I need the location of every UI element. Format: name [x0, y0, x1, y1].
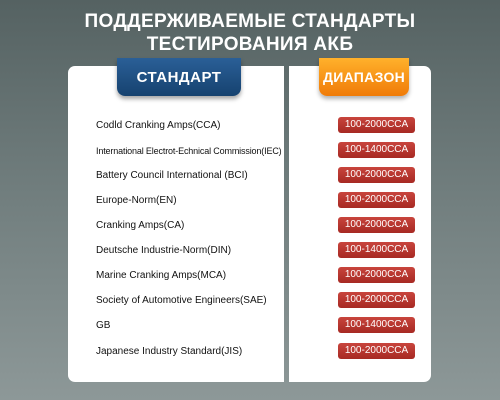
- standard-name: Codld Cranking Amps(CCA): [96, 120, 221, 131]
- standard-name: GB: [96, 320, 111, 331]
- standard-name: Japanese Industry Standard(JIS): [96, 346, 243, 357]
- standard-name: Marine Cranking Amps(MCA): [96, 270, 227, 281]
- standard-column-header: СТАНДАРТ: [117, 58, 241, 96]
- range-badge: 100-2000CCA: [338, 167, 415, 183]
- range-badge: 100-2000CCA: [338, 343, 415, 359]
- range-badge: 100-1400CCA: [338, 142, 415, 158]
- standard-name: International Electrot-Echnical Commission(IEC): [96, 146, 282, 156]
- standard-name: Deutsche Industrie-Norm(DIN): [96, 245, 232, 256]
- list-item: [0, 293, 500, 309]
- standard-name: Europe-Norm(EN): [96, 195, 177, 206]
- standard-name: Society of Automotive Engineers(SAE): [96, 295, 267, 306]
- list-item: [0, 143, 500, 159]
- list-item: [0, 218, 500, 234]
- list-item: [0, 268, 500, 284]
- range-badge: 100-1400CCA: [338, 242, 415, 258]
- list-item: [0, 193, 500, 209]
- range-badge: 100-2000CCA: [338, 117, 415, 133]
- list-item: [0, 344, 500, 360]
- standard-name: Cranking Amps(CA): [96, 220, 185, 231]
- range-column-header: ДИАПАЗОН: [319, 58, 409, 96]
- standard-name: Battery Council International (BCI): [96, 170, 248, 181]
- range-badge: 100-2000CCA: [338, 192, 415, 208]
- list-item: [0, 318, 500, 334]
- list-item: [0, 243, 500, 259]
- list-item: [0, 168, 500, 184]
- range-badge: 100-1400CCA: [338, 317, 415, 333]
- page-title-line-2: ТЕСТИРОВАНИЯ АКБ: [146, 34, 354, 55]
- range-badge: 100-2000CCA: [338, 292, 415, 308]
- list-item: [0, 118, 500, 134]
- page-title-line-1: ПОДДЕРЖИВАЕМЫЕ СТАНДАРТЫ: [84, 11, 416, 32]
- range-badge: 100-2000CCA: [338, 217, 415, 233]
- range-badge: 100-2000CCA: [338, 267, 415, 283]
